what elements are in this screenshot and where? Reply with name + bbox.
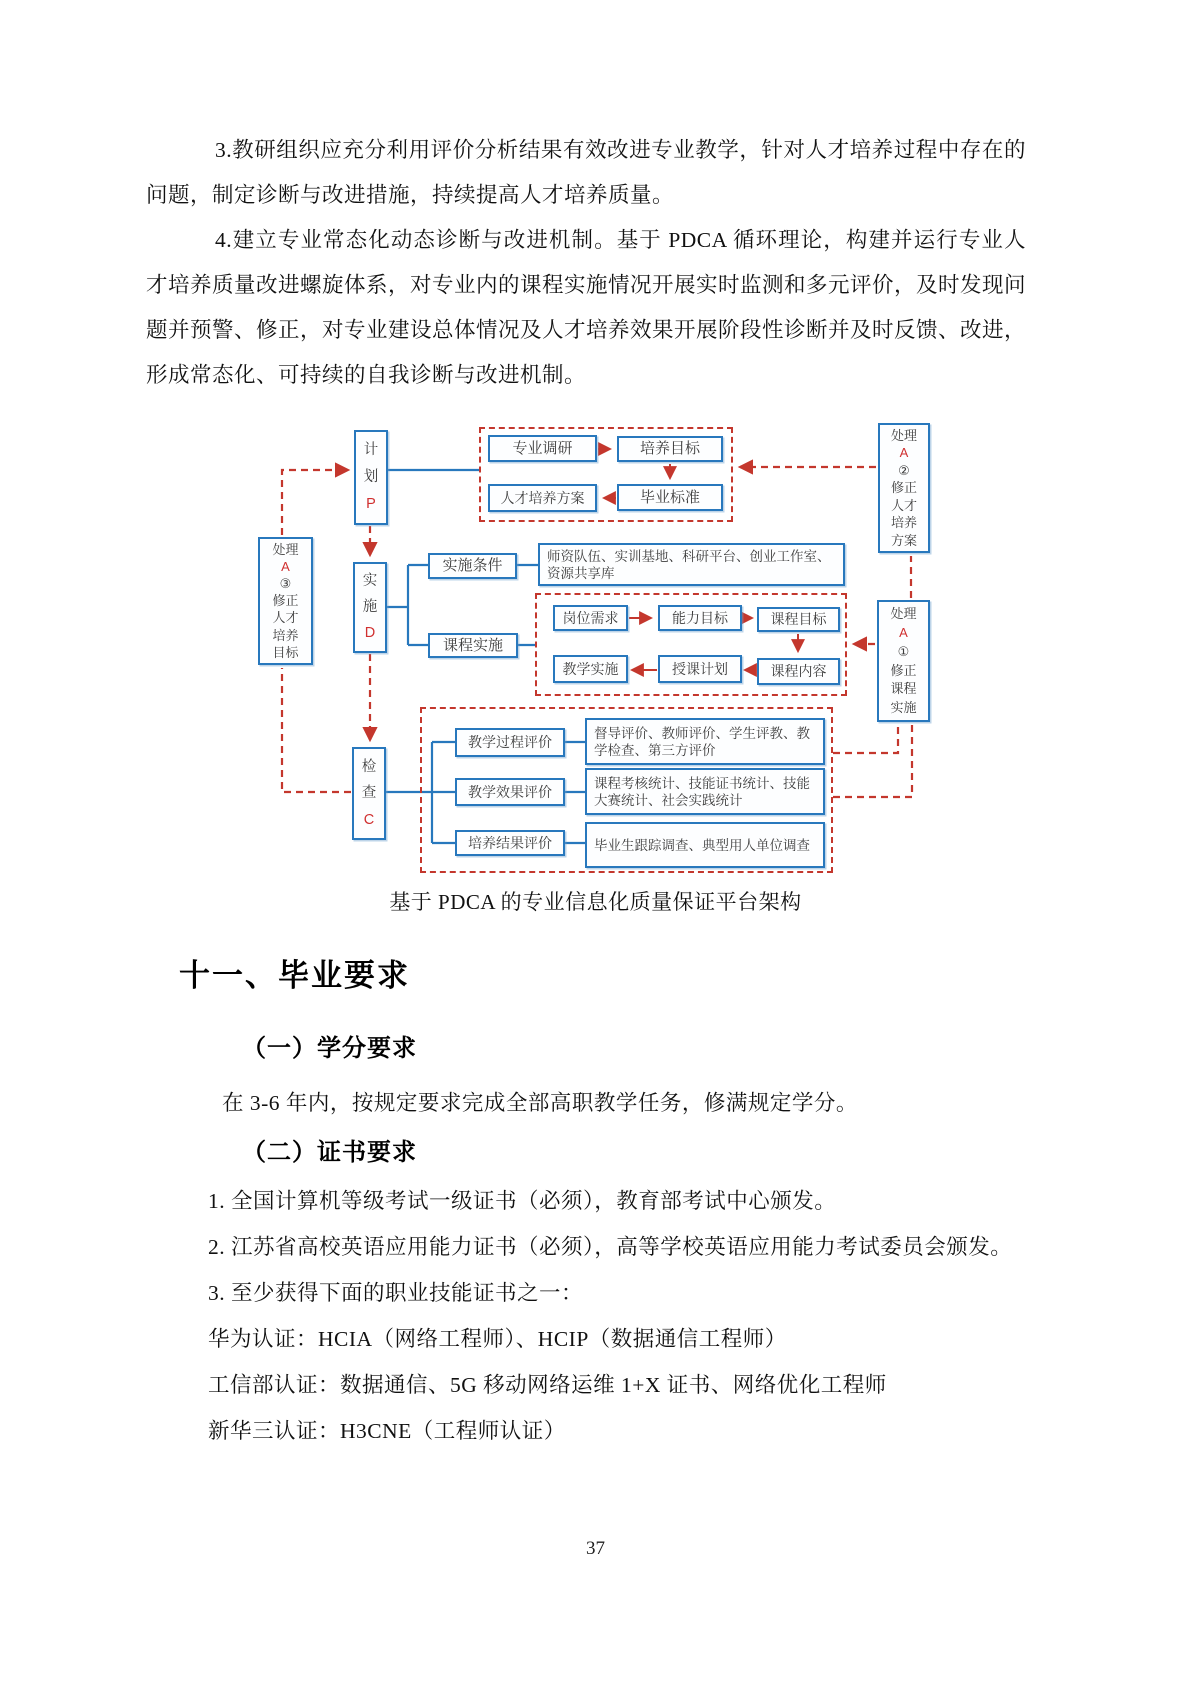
result-eval-label: 培养结果评价 xyxy=(468,834,552,851)
act1-number: ① xyxy=(897,643,910,659)
act3-line: 目标 xyxy=(272,644,299,660)
act1-line: 实施 xyxy=(890,700,917,716)
sub-heading-certificate: （二）证书要求 xyxy=(242,1139,417,1166)
cert-item: 新华三认证：H3CNE（工程师认证） xyxy=(208,1419,566,1443)
teach-impl-box xyxy=(553,655,628,683)
check-node xyxy=(352,747,386,840)
course-goal-box xyxy=(757,607,840,632)
train-goal-label: 培养目标 xyxy=(639,440,700,458)
check-row-label xyxy=(455,830,565,856)
grad-standard-label: 毕业标准 xyxy=(639,488,700,506)
certificate-list xyxy=(146,1178,1032,1454)
pdca-diagram xyxy=(0,418,1191,883)
do-node xyxy=(353,562,387,653)
cert-item: 3. 至少获得下面的职业技能证书之一： xyxy=(208,1281,584,1305)
post-need-label: 岗位需求 xyxy=(562,609,619,626)
act3-line: 培养 xyxy=(272,627,299,643)
train-scheme-box xyxy=(488,484,597,512)
act2-number: ② xyxy=(898,462,910,478)
act3-node xyxy=(258,537,313,665)
course-impl-label-box xyxy=(428,633,518,658)
check-row-label xyxy=(455,778,565,806)
act2-line: 方案 xyxy=(890,532,917,548)
course-impl-label: 课程实施 xyxy=(442,636,503,654)
train-goal-box xyxy=(617,436,723,462)
lesson-plan-label: 授课计划 xyxy=(672,660,728,677)
condition-label-box xyxy=(428,553,517,579)
plan-letter: P xyxy=(366,496,376,513)
paragraph-4: 4.建立专业常态化动态诊断与改进机制。基于 PDCA 循环理论，构建并运行专业人才培养质量改进螺旋体系，对专业内的课程实施情况开展实时监测和多元评价，及时发现问题并预警、修正，对专业建设总体情况及人才培养效果开展阶段性诊断并及时反馈、改进，形成常态化、可持续的自我诊断与改进机制。 xyxy=(146,228,1027,387)
paragraph-3: 3.教研组织应充分利用评价分析结果有效改进专业教学，针对人才培养过程中存在的问题，制定诊断与改进措施，持续提高人才培养质量。 xyxy=(146,138,1026,207)
teach-impl-label: 教学实施 xyxy=(562,660,619,677)
cert-item: 1. 全国计算机等级考试一级证书（必须），教育部考试中心颁发。 xyxy=(208,1189,837,1213)
check-row-content xyxy=(585,718,825,765)
check-letter: C xyxy=(363,811,375,828)
cert-item: 华为认证：HCIA（网络工程师）、HCIP（数据通信工程师） xyxy=(208,1327,787,1351)
ability-goal-label: 能力目标 xyxy=(672,609,728,626)
act2-line: 修正 xyxy=(890,480,917,496)
act3-line: 修正 xyxy=(272,593,299,609)
act1-letter: A xyxy=(899,624,908,640)
survey-box xyxy=(488,435,597,462)
page-number: 37 xyxy=(586,1538,605,1559)
body-text xyxy=(146,128,1026,398)
ability-goal-box xyxy=(658,605,742,631)
process-eval-content: 督导评价、教师评价、学生评教、教学检查、第三方评价 xyxy=(594,725,810,758)
lesson-plan-box xyxy=(658,655,742,683)
plan-char: 计 xyxy=(363,442,379,459)
do-letter: D xyxy=(364,625,376,642)
act1-line: 处理 xyxy=(890,606,917,622)
condition-content-box xyxy=(538,543,845,586)
act1-line: 课程 xyxy=(890,681,917,697)
result-eval-content: 毕业生跟踪调查、典型用人单位调查 xyxy=(594,837,810,853)
act3-number: ③ xyxy=(279,575,292,591)
plan-char: 划 xyxy=(363,469,379,486)
course-content-box xyxy=(757,658,840,685)
post-need-box xyxy=(553,605,628,631)
act3-letter: A xyxy=(281,558,290,574)
effect-eval-label: 教学效果评价 xyxy=(468,783,552,800)
act2-letter: A xyxy=(899,445,909,461)
section-heading: 十一、毕业要求 xyxy=(179,958,410,993)
check-char: 检 xyxy=(361,758,377,775)
act1-line: 修正 xyxy=(890,662,917,678)
do-char: 实 xyxy=(362,573,378,590)
act1-node xyxy=(877,600,930,722)
check-row-content xyxy=(585,822,825,868)
condition-content: 师资队伍、实训基地、科研平台、创业工作室、资源共享库 xyxy=(547,548,831,581)
check-row-content xyxy=(585,768,825,815)
figure-caption: 基于 PDCA 的专业信息化质量保证平台架构 xyxy=(389,890,802,914)
credit-requirement-text: 在 3-6 年内，按规定要求完成全部高职教学任务，修满规定学分。 xyxy=(222,1091,858,1115)
plan-node xyxy=(354,430,388,525)
effect-eval-content: 课程考核统计、技能证书统计、技能大赛统计、社会实践统计 xyxy=(594,775,810,808)
check-row-label xyxy=(455,728,565,757)
sub-heading-credit: （一）学分要求 xyxy=(242,1035,417,1062)
course-content-label: 课程内容 xyxy=(770,663,827,680)
process-eval-label: 教学过程评价 xyxy=(468,734,552,751)
do-char: 施 xyxy=(362,599,378,616)
grad-standard-box xyxy=(617,484,723,511)
cert-item: 工信部认证：数据通信、5G 移动网络运维 1+X 证书、网络优化工程师 xyxy=(208,1373,887,1397)
train-scheme-label: 人才培养方案 xyxy=(500,489,585,506)
act2-line: 处理 xyxy=(890,427,917,443)
condition-label: 实施条件 xyxy=(442,557,503,575)
act3-line: 处理 xyxy=(272,541,299,557)
survey-label: 专业调研 xyxy=(512,439,573,457)
course-goal-label: 课程目标 xyxy=(770,611,827,628)
act2-line: 培养 xyxy=(890,515,917,531)
act2-node xyxy=(878,423,930,553)
check-char: 查 xyxy=(361,785,377,802)
act3-line: 人才 xyxy=(272,610,299,626)
act2-line: 人才 xyxy=(890,497,917,513)
cert-item: 2. 江苏省高校英语应用能力证书（必须），高等学校英语应用能力考试委员会颁发。 xyxy=(208,1235,1013,1259)
